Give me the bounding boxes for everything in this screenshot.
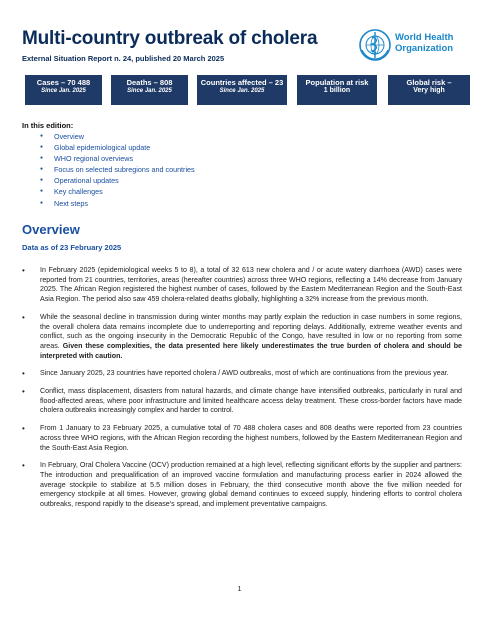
toc-link-regional-overviews[interactable]: ● WHO regional overviews	[40, 153, 195, 164]
stat-global-risk-value: Very high	[413, 87, 445, 94]
overview-heading: Overview	[22, 222, 80, 237]
toc-heading: In this edition:	[22, 121, 74, 130]
stat-global-risk-label: Global risk –	[406, 78, 452, 87]
overview-bullet-february-cases: • In February 2025 (epidemiological weeks 5 to 8), a total of 32 613 new cholera and / or acute watery diarrhoea (AWD) cases were reported from 21 countries, territories, areas (hereafter countries) across three WHO regions, reflecting a 14% decrease from January 2025. The African Region registered the highest number of cases, followed by the Eastern Mediterranean Region and the South-East Asia Region. The period also saw 459 cholera-related deaths globally, highlighting a 32% increase from the previous month.	[22, 266, 462, 305]
data-as-of-date: Data as of 23 February 2025	[22, 243, 122, 252]
report-subtitle: External Situation Report n. 24, published 20 March 2025	[22, 54, 225, 63]
stat-deaths-note: Since Jan. 2025	[127, 88, 172, 94]
stat-population-label: Population at risk	[305, 78, 369, 87]
stat-cases	[25, 75, 102, 105]
stat-global-risk	[388, 75, 470, 105]
toc-link-key-challenges[interactable]: ● Key challenges	[40, 186, 195, 197]
stat-countries	[197, 75, 287, 105]
key-figures	[25, 75, 470, 105]
who-logo	[358, 28, 468, 62]
toc-link-global-update[interactable]: ● Global epidemiological update	[40, 142, 195, 153]
overview-bullet-countries: • Since January 2025, 23 countries have reported cholera / AWD outbreaks, most of which are continuations from the previous year.	[22, 369, 462, 379]
stat-cases-note: Since Jan. 2025	[41, 88, 86, 94]
overview-bullet-data-caveat	[22, 313, 462, 362]
stat-countries-value: Countries affected – 23	[200, 78, 284, 87]
page-number: 1	[237, 586, 242, 593]
org-name-line1: World Health	[395, 32, 454, 43]
stat-deaths	[111, 75, 188, 105]
table-of-contents	[40, 131, 195, 209]
stat-deaths-value: Deaths – 808	[126, 78, 173, 87]
overview-bullet-cumulative: • From 1 January to 23 February 2025, a cumulative total of 70 488 cholera cases and 808 deaths were reported from 23 countries across three WHO regions, with the African Region recording the highest numbers, followed by the Eastern Mediterranean Region and the South-East Asia Region.	[22, 424, 462, 453]
org-name	[395, 32, 453, 54]
data-caveat-text: While the seasonal decline in transmission during winter months may partly explain the reduction in case numbers in some regions, the overall cholera data remains incomplete due to underreporting and reporting delays. Additionally, extreme weather events and conflict, such as the ongoing insecurity in the Democratic Republic of the Congo, have resulted in low or no reporting from some areas.	[40, 312, 462, 350]
overview-bullets	[22, 266, 462, 510]
toc-link-operational-updates[interactable]: ● Operational updates	[40, 175, 195, 186]
stat-population-value: 1 billion	[323, 87, 351, 94]
toc-link-focus-subregions[interactable]: ● Focus on selected subregions and countries	[40, 164, 195, 175]
toc-link-next-steps[interactable]: ● Next steps	[40, 198, 195, 209]
stat-cases-value: Cases – 70 488	[36, 78, 91, 87]
report-title: Multi-country outbreak of cholera	[22, 28, 318, 49]
overview-bullet-drivers: • Conflict, mass displacement, disasters from natural hazards, and climate change have intensified outbreaks, particularly in rural and flood-affected areas, where poor infrastructure and limited healthcare access delay treatment. These cross-border factors have made cholera outbreaks increasingly complex and harder to control.	[22, 387, 462, 416]
stat-population-at-risk	[297, 75, 377, 105]
stat-countries-note: Since Jan. 2025	[219, 88, 265, 94]
who-emblem-icon	[358, 28, 392, 62]
org-name-line2: Organization	[395, 43, 454, 54]
data-caveat-emphasis: Given these complexities, the data presented here likely underestimates the true burden of cholera and should be interpreted with caution.	[40, 341, 462, 360]
overview-bullet-vaccine: • In February, Oral Cholera Vaccine (OCV) production remained at a high level, reflecting significant efforts by the supplier and partners: The introduction and prequalification of an improved vaccine formulation and manufacturing process earlier in 2024 allowed the average stockpile to stabilize at 5.5 million doses in February, the third consecutive month above the five million needed for emergency stockpile at all times. However, growing global demand continues to exceed supply, hindering efforts to control cholera outbreaks, respond rapidly to the disease's spread, and implement preventative campaigns.	[22, 461, 462, 510]
toc-link-overview[interactable]: ● Overview	[40, 131, 195, 142]
